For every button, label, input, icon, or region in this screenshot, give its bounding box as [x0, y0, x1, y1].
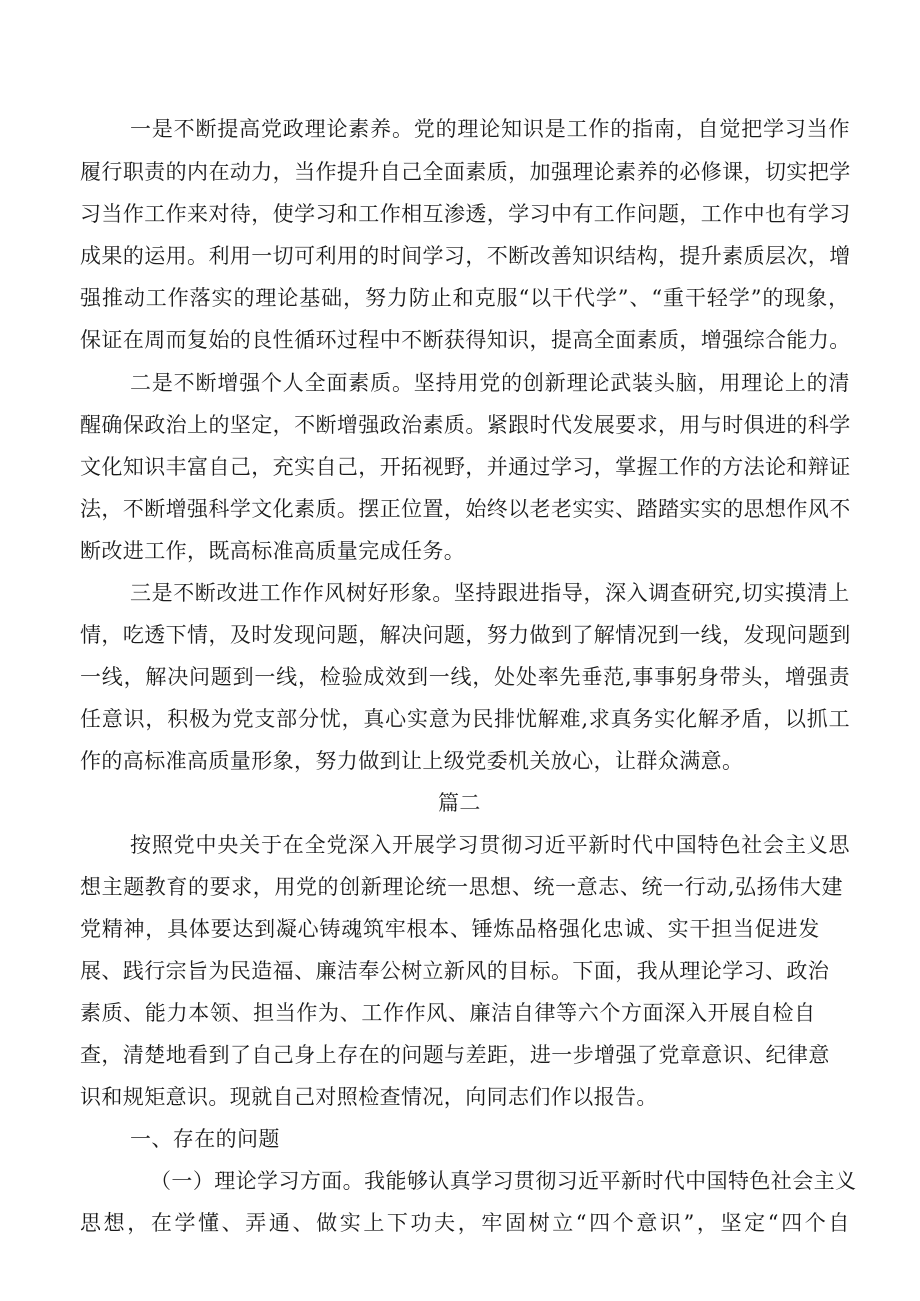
section-heading: 篇二 [438, 791, 481, 815]
text-line: 履 行 职 责 的 内 在 动 力 ， 当 作 提 升 自 己 全 面 素 质 ， 加 强 理 论 素 养 的 必 修 课 ， 切 实 把 学 [80, 160, 851, 184]
text-line: 查 ， 清 楚 地 看 到 了 自 己 身 上 存 在 的 问 题 与 差 距 ， 进 一 步 增 强 了 党 章 意 识 、 纪 律 意 [80, 1043, 830, 1067]
text-line: 三 是 不 断 改 进 工 作 作 风 树 好 形 象 。 坚 持 跟 进 指 导 ， 深 入 调 查 研 究 , 切 实 摸 清 上 [130, 581, 850, 605]
text-line: 思 想 ， 在 学 懂 、 弄 通 、 做 实 上 下 功 夫 ， 牢 固 树 立 “ 四 个 意 识 ” ， 坚 定 “ 四 个 自 [80, 1211, 850, 1235]
text-line: 想 主 题 教 育 的 要 求 ， 用 党 的 创 新 理 论 统 一 思 想 、 统 一 意 志 、 统 一 行 动 , 弘 扬 伟 大 建 [80, 875, 843, 899]
text-line: 一 线 ， 解 决 问 题 到 一 线 ， 检 验 成 效 到 一 线 ， 处 处 率 先 垂 范 , 事 事 躬 身 带 头 ， 增 强 责 [80, 665, 850, 689]
text-line: 醒 确 保 政 治 上 的 坚 定 ， 不 断 增 强 政 治 素 质 。 紧 跟 时 代 发 展 要 求 ， 用 与 时 俱 进 的 科 学 [80, 413, 851, 437]
text-line: （ 一 ） 理 论 学 习 方 面 。 我 能 够 认 真 学 习 贯 彻 习 近 平 新 时 代 中 国 特 色 社 会 主 义 [150, 1169, 857, 1193]
text-line: 任 意 识 ， 积 极 为 党 支 部 分 忧 ， 真 心 实 意 为 民 排 忧 解 难 , 求 真 务 实 化 解 矛 盾 ， 以 抓 工 [80, 707, 850, 731]
text-line: 按 照 党 中 央 关 于 在 全 党 深 入 开 展 学 习 贯 彻 习 近 平 新 时 代 中 国 特 色 社 会 主 义 思 [130, 833, 850, 857]
text-line: 党 精 神 ， 具 体 要 达 到 凝 心 铸 魂 筑 牢 根 本 、 锤 炼 品 格 强 化 忠 诚 、 实 干 担 当 促 进 发 [80, 917, 820, 941]
text-line: 素 质 、 能 力 本 领 、 担 当 作 为 、 工 作 作 风 、 廉 洁 自 律 等 六 个 方 面 深 入 开 展 自 检 自 [80, 1001, 816, 1025]
text-line: 二 是 不 断 增 强 个 人 全 面 素 质 。 坚 持 用 党 的 创 新 理 论 武 装 头 脑 ， 用 理 论 上 的 清 [130, 371, 850, 395]
text-line: 情 ， 吃 透 下 情 ， 及 时 发 现 问 题 ， 解 决 问 题 ， 努 力 做 到 了 解 情 况 到 一 线 ， 发 现 问 题 到 [80, 623, 851, 647]
text-line: 法 ， 不 断 增 强 科 学 文 化 素 质 。 摆 正 位 置 ， 始 终 以 老 老 实 实 、 踏 踏 实 实 的 思 想 作 风 不 [80, 497, 851, 521]
subheading: 一、存在的问题 [130, 1127, 280, 1151]
text-line: 识和规矩意识。现就自己对照检查情况，向同志们作以报告。 [80, 1085, 658, 1109]
text-line: 作的高标准高质量形象，努力做到让上级党委机关放心，让群众满意。 [80, 749, 744, 773]
text-line: 展 、 践 行 宗 旨 为 民 造 福 、 廉 洁 奉 公 树 立 新 风 的 目 标 。 下 面 ， 我 从 理 论 学 习 、 政 治 [80, 959, 830, 983]
text-line: 成 果 的 运 用 。 利 用 一 切 可 利 用 的 时 间 学 习 ， 不 断 改 善 知 识 结 构 ， 提 升 素 质 层 次 ， 增 [80, 244, 851, 268]
text-line: 一 是 不 断 提 高 党 政 理 论 素 养 。 党 的 理 论 知 识 是 工 作 的 指 南 ， 自 觉 把 学 习 当 作 [130, 117, 850, 141]
text-line: 文 化 知 识 丰 富 自 己 ， 充 实 自 己 ， 开 拓 视 野 ， 并 通 过 学 习 ， 掌 握 工 作 的 方 法 论 和 辩 证 [80, 455, 851, 479]
text-line: 断改进工作，既高标准高质量完成任务。 [80, 539, 466, 563]
text-line: 习 当 作 工 作 来 对 待 ， 使 学 习 和 工 作 相 互 渗 透 ， 学 习 中 有 工 作 问 题 ， 工 作 中 也 有 学 习 [80, 202, 851, 226]
text-line: 保 证 在 周 而 复 始 的 良 性 循 环 过 程 中 不 断 获 得 知 识 ， 提 高 全 面 素 质 ， 增 强 综 合 能 力 。 [80, 328, 851, 352]
text-line: 强 推 动 工 作 落 实 的 理 论 基 础 ， 努 力 防 止 和 克 服 “ 以 干 代 学 ” 、 “ 重 干 轻 学 ” 的 现 象 ， [80, 286, 850, 310]
